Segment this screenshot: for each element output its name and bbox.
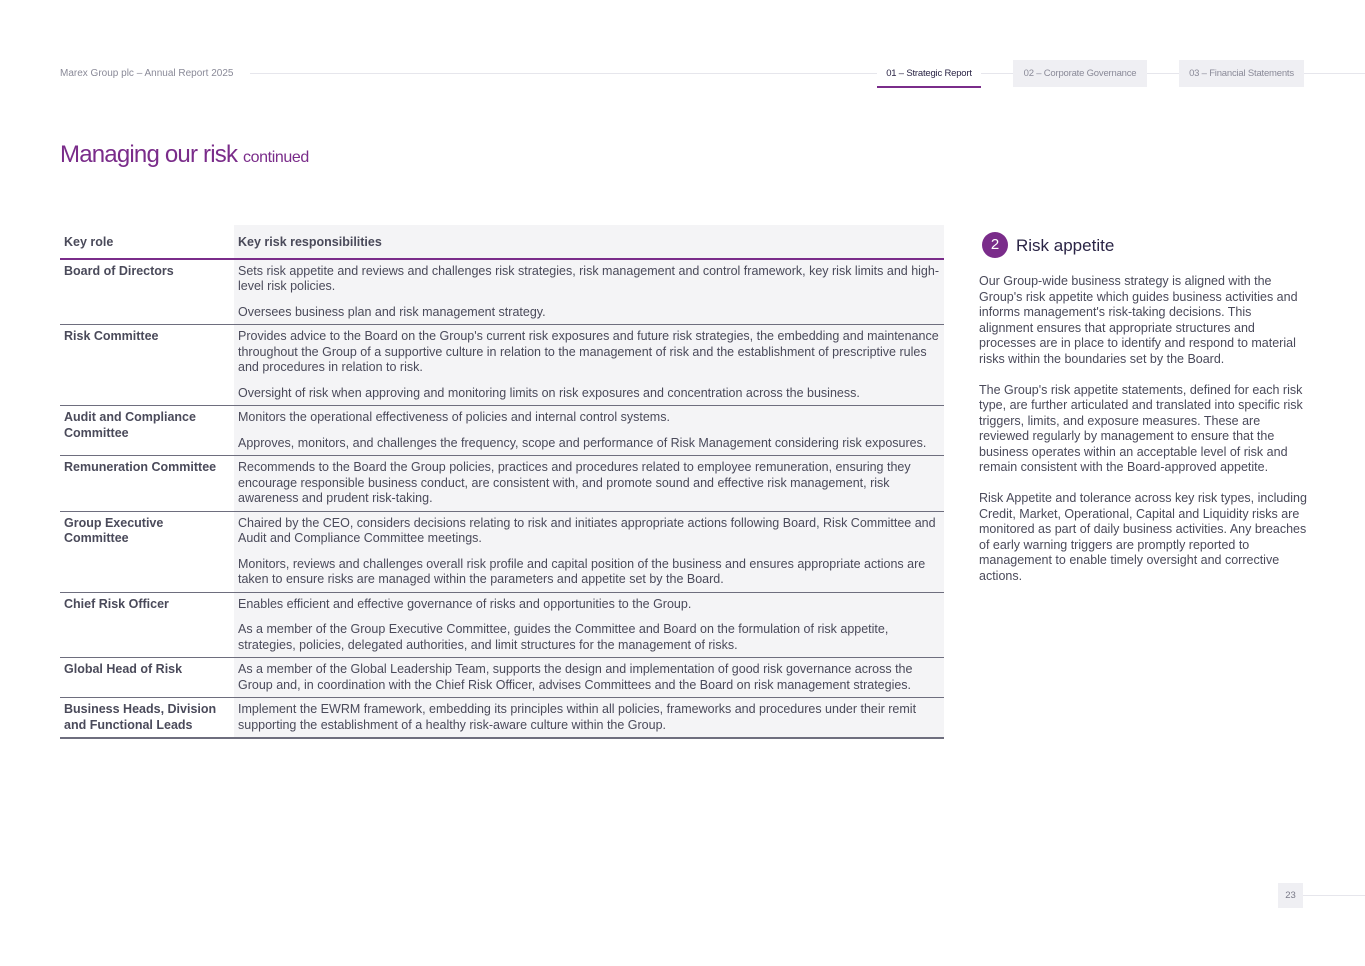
responsibility-cell xyxy=(234,658,944,698)
table-row xyxy=(60,325,944,406)
responsibility-cell xyxy=(234,325,944,406)
table-header-row xyxy=(60,225,944,259)
responsibility-cell xyxy=(234,698,944,739)
column-header-key-risk-responsibilities: Key risk responsibilities xyxy=(234,225,944,259)
role-cell: Chief Risk Officer xyxy=(64,596,169,611)
section-body xyxy=(979,274,1309,600)
table-row xyxy=(60,592,944,658)
responsibility-text: Enables efficient and effective governance of risks and opportunities to the Group. xyxy=(238,596,692,611)
responsibility-text: Monitors, reviews and challenges overall risk profile and capital position of the business and ensures appropriate actions are taken to ensure risks are managed within the parameters and appetite set by the Board. xyxy=(238,556,926,586)
responsibility-text: Sets risk appetite and reviews and challenges risk strategies, risk management and control framework, key risk limits and high-level risk policies. xyxy=(238,263,940,293)
role-cell: Audit and Compliance Committee xyxy=(64,410,196,440)
responsibility-text: As a member of the Global Leadership Team, supports the design and implementation of good risk governance across the Group and, in coordination with the Chief Risk Officer, advises Committees and the Board on risk management strategies. xyxy=(238,662,913,692)
responsibility-text: Chaired by the CEO, considers decisions relating to risk and initiates appropriate actions following Board, Risk Committee and Audit and Compliance Committee meetings. xyxy=(238,515,936,545)
body-paragraph: Our Group-wide business strategy is aligned with the Group's risk appetite which guides business activities and informs management's risk-taking decisions. This alignment ensures that appropriate structures and processes are in place to identify and respond to material risks within the boundaries set by the Board. xyxy=(979,274,1298,366)
responsibility-cell xyxy=(234,511,944,592)
report-name: Marex Group plc – Annual Report 2025 xyxy=(60,68,234,79)
responsibility-cell xyxy=(234,592,944,658)
tab-corporate-governance[interactable]: 02 – Corporate Governance xyxy=(1013,60,1147,87)
table-row xyxy=(60,658,944,698)
responsibility-text: Monitors the operational effectiveness of policies and internal control systems. xyxy=(238,410,670,424)
page-title-main: Managing our risk xyxy=(60,141,238,168)
role-cell: Business Heads, Division and Functional Leads xyxy=(64,702,217,732)
table-row xyxy=(60,406,944,456)
role-cell: Remuneration Committee xyxy=(64,460,217,474)
page-number-divider xyxy=(1300,895,1365,896)
responsibility-text: Approves, monitors, and challenges the frequency, scope and performance of Risk Management considering risk exposures. xyxy=(238,435,927,450)
responsibility-text: Oversight of risk when approving and monitoring limits on risk exposures and concentration across the business. xyxy=(238,385,860,400)
section-number-badge: 2 xyxy=(982,232,1008,258)
page-number: 23 xyxy=(1278,883,1303,908)
responsibility-cell xyxy=(234,456,944,512)
tab-financial-statements[interactable]: 03 – Financial Statements xyxy=(1179,60,1304,87)
body-paragraph: Risk Appetite and tolerance across key risk types, including Credit, Market, Operational, Capital and Liquidity risks are monitored as part of daily business activities. Any breaches of early warning triggers are promptly reported to management to enable timely oversight and corrective actions. xyxy=(979,491,1307,583)
role-cell: Global Head of Risk xyxy=(64,662,183,676)
body-paragraph: The Group's risk appetite statements, defined for each risk type, are further articulated and translated into specific risk triggers, limits, and exposure measures. These are reviewed regularly by management to ensure that the business operates within an acceptable level of risk and remain consistent with the Board-approved appetite. xyxy=(979,382,1303,474)
responsibility-text: Recommends to the Board the Group policies, practices and procedures related to employee remuneration, ensuring they encourage responsible business conduct, are consistent with, and promote sound and effective risk management, risk awareness and prudent risk-taking. xyxy=(238,460,911,505)
responsibility-cell xyxy=(234,406,944,456)
page-title-sub: continued xyxy=(243,149,309,166)
role-cell: Risk Committee xyxy=(64,329,159,343)
risk-responsibilities-table xyxy=(60,225,944,739)
responsibility-cell xyxy=(234,259,944,325)
table-row xyxy=(60,259,944,325)
responsibility-text: Implement the EWRM framework, embedding its principles within all policies, frameworks and procedures under their remit supporting the establishment of a healthy risk-aware culture within the Group. xyxy=(238,702,917,732)
column-header-key-role: Key role xyxy=(64,235,114,249)
role-cell: Board of Directors xyxy=(64,263,174,278)
table-row xyxy=(60,698,944,739)
section-heading: Risk appetite xyxy=(1016,236,1115,255)
responsibility-text: Oversees business plan and risk management strategy. xyxy=(238,304,546,319)
table-row xyxy=(60,456,944,512)
page-title xyxy=(60,141,309,169)
responsibility-text: Provides advice to the Board on the Group's current risk exposures and future risk strategies, the embedding and maintenance throughout the Group of a supportive culture in relation to the management of risk and the establishment of prescriptive rules and procedures in relation to risk. xyxy=(238,329,939,374)
table-row xyxy=(60,511,944,592)
tab-strategic-report[interactable]: 01 – Strategic Report xyxy=(877,60,981,88)
role-cell: Group Executive Committee xyxy=(64,515,164,545)
responsibility-text: As a member of the Group Executive Committee, guides the Committee and Board on the formulation of risk appetite, strategies, policies, delegated authorities, and limit structures for the management of risks. xyxy=(238,622,889,652)
